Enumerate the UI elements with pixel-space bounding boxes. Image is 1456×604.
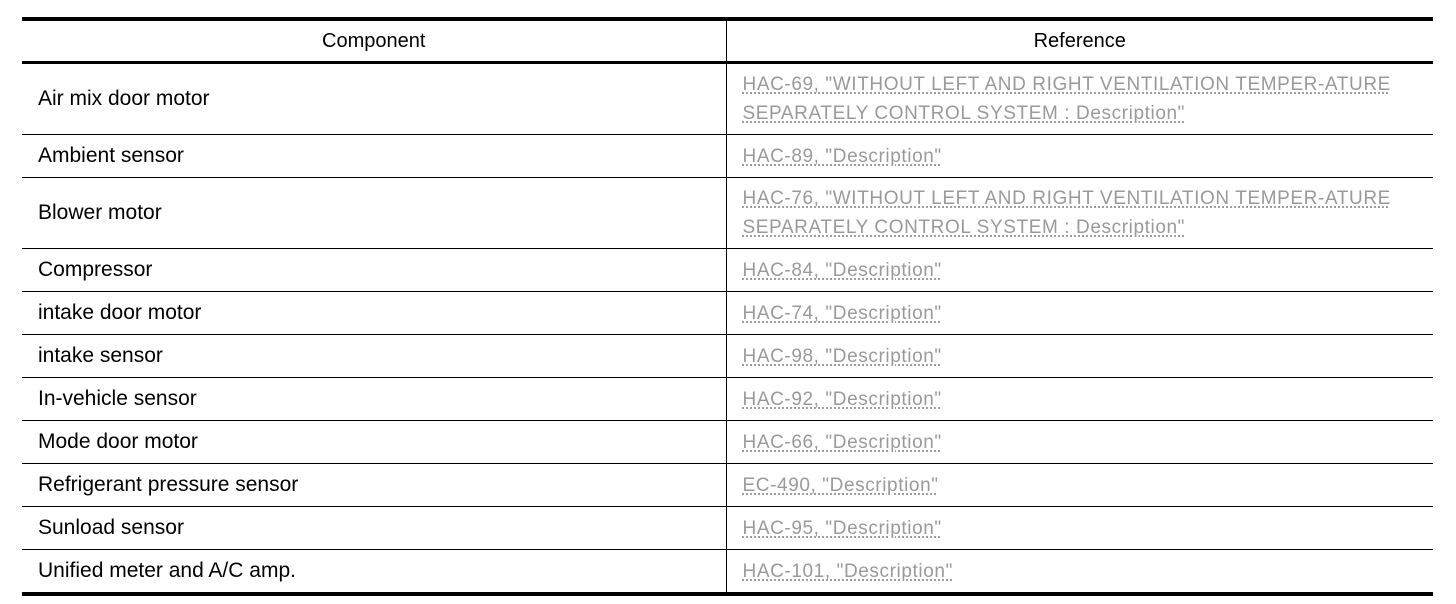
reference-link[interactable]: HAC-76, "WITHOUT LEFT AND RIGHT VENTILATION TEMPER-ATURE SEPARATELY CONTROL SYSTEM : Description" — [742, 188, 1391, 238]
reference-link[interactable]: HAC-98, "Description" — [742, 345, 942, 367]
table-row — [22, 421, 1433, 464]
table-row — [22, 63, 1433, 135]
component-reference-table — [22, 17, 1433, 596]
reference-link[interactable]: HAC-95, "Description" — [742, 517, 942, 539]
reference-cell — [726, 135, 1433, 178]
reference-cell — [726, 464, 1433, 507]
reference-cell — [726, 507, 1433, 550]
reference-link[interactable]: HAC-69, "WITHOUT LEFT AND RIGHT VENTILATION TEMPER-ATURE SEPARATELY CONTROL SYSTEM : Description" — [742, 74, 1391, 124]
table-row — [22, 550, 1433, 595]
reference-cell — [726, 378, 1433, 421]
reference-cell — [726, 249, 1433, 292]
component-cell: intake door motor — [22, 292, 726, 335]
reference-link[interactable]: HAC-74, "Description" — [742, 302, 942, 324]
reference-link[interactable]: EC-490, "Description" — [742, 474, 939, 496]
component-cell: In-vehicle sensor — [22, 378, 726, 421]
reference-cell — [726, 421, 1433, 464]
reference-cell — [726, 550, 1433, 595]
reference-link[interactable]: HAC-92, "Description" — [742, 388, 942, 410]
component-cell: Mode door motor — [22, 421, 726, 464]
header-reference: Reference — [726, 19, 1433, 63]
reference-cell — [726, 292, 1433, 335]
table-row — [22, 292, 1433, 335]
table-row — [22, 135, 1433, 178]
component-cell: Unified meter and A/C amp. — [22, 550, 726, 595]
reference-link[interactable]: HAC-89, "Description" — [742, 145, 942, 167]
table-row — [22, 464, 1433, 507]
reference-cell — [726, 178, 1433, 249]
reference-link[interactable]: HAC-101, "Description" — [742, 560, 953, 582]
component-cell: Compressor — [22, 249, 726, 292]
component-cell: Ambient sensor — [22, 135, 726, 178]
reference-link[interactable]: HAC-84, "Description" — [742, 259, 942, 281]
table-row — [22, 178, 1433, 249]
reference-cell — [726, 63, 1433, 135]
component-cell: intake sensor — [22, 335, 726, 378]
component-cell: Air mix door motor — [22, 63, 726, 135]
component-cell: Sunload sensor — [22, 507, 726, 550]
table-row — [22, 249, 1433, 292]
table-header-row — [22, 19, 1433, 63]
reference-link[interactable]: HAC-66, "Description" — [742, 431, 942, 453]
component-cell: Refrigerant pressure sensor — [22, 464, 726, 507]
component-cell: Blower motor — [22, 178, 726, 249]
table-row — [22, 507, 1433, 550]
header-component: Component — [22, 19, 726, 63]
reference-cell — [726, 335, 1433, 378]
table-row — [22, 335, 1433, 378]
table-row — [22, 378, 1433, 421]
